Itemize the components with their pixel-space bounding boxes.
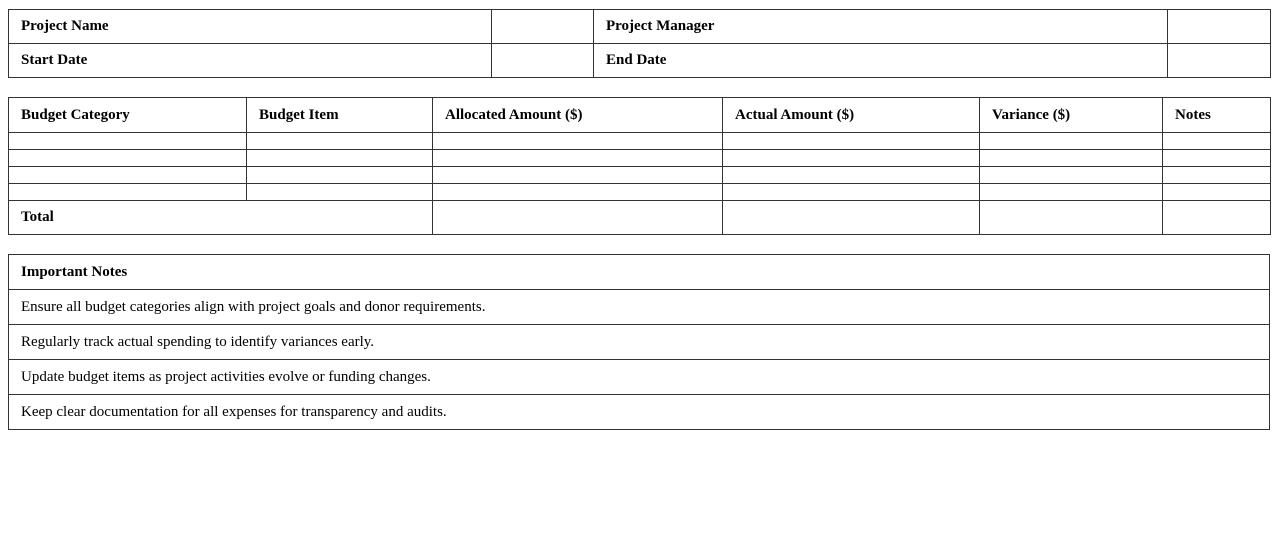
table-row: [9, 167, 1271, 184]
cell-notes[interactable]: [1163, 167, 1271, 184]
cell-actual-amount[interactable]: [723, 167, 980, 184]
note-row: [9, 290, 1270, 325]
cell-budget-item[interactable]: [247, 184, 433, 201]
cell-allocated-amount[interactable]: [433, 184, 723, 201]
cell-allocated-amount[interactable]: [433, 150, 723, 167]
cell-notes[interactable]: [1163, 133, 1271, 150]
cell-actual-amount[interactable]: [723, 184, 980, 201]
table-row: [9, 133, 1271, 150]
important-notes-table: [8, 254, 1270, 430]
project-info-table: [8, 9, 1271, 78]
note-row: [9, 395, 1270, 430]
header-variance: Variance ($): [980, 98, 1163, 133]
cell-budget-item[interactable]: [247, 150, 433, 167]
end-date-label: End Date: [594, 44, 1168, 78]
budget-header-row: [9, 98, 1271, 133]
notes-header-row: [9, 255, 1270, 290]
project-info-row: [9, 44, 1271, 78]
cell-budget-category[interactable]: [9, 133, 247, 150]
cell-budget-category[interactable]: [9, 150, 247, 167]
total-label: Total: [9, 201, 433, 235]
total-actual[interactable]: [723, 201, 980, 235]
project-manager-label: Project Manager: [594, 10, 1168, 44]
cell-budget-category[interactable]: [9, 184, 247, 201]
budget-table: [8, 97, 1271, 235]
cell-actual-amount[interactable]: [723, 133, 980, 150]
total-variance[interactable]: [980, 201, 1163, 235]
total-notes[interactable]: [1163, 201, 1271, 235]
note-row: [9, 325, 1270, 360]
cell-actual-amount[interactable]: [723, 150, 980, 167]
cell-variance[interactable]: [980, 167, 1163, 184]
project-name-field[interactable]: [492, 10, 594, 44]
header-notes: Notes: [1163, 98, 1271, 133]
end-date-field[interactable]: [1168, 44, 1271, 78]
cell-allocated-amount[interactable]: [433, 133, 723, 150]
important-notes-title: Important Notes: [9, 255, 1270, 290]
header-actual-amount: Actual Amount ($): [723, 98, 980, 133]
note-row: [9, 360, 1270, 395]
cell-variance[interactable]: [980, 133, 1163, 150]
start-date-label: Start Date: [9, 44, 492, 78]
cell-budget-item[interactable]: [247, 167, 433, 184]
cell-allocated-amount[interactable]: [433, 167, 723, 184]
cell-notes[interactable]: [1163, 150, 1271, 167]
total-allocated[interactable]: [433, 201, 723, 235]
header-budget-category: Budget Category: [9, 98, 247, 133]
cell-variance[interactable]: [980, 150, 1163, 167]
project-manager-field[interactable]: [1168, 10, 1271, 44]
note-item: Regularly track actual spending to identify variances early.: [9, 325, 1270, 360]
start-date-field[interactable]: [492, 44, 594, 78]
note-item: Update budget items as project activities evolve or funding changes.: [9, 360, 1270, 395]
project-info-row: [9, 10, 1271, 44]
total-row: [9, 201, 1271, 235]
note-item: Ensure all budget categories align with project goals and donor requirements.: [9, 290, 1270, 325]
cell-budget-item[interactable]: [247, 133, 433, 150]
table-row: [9, 150, 1271, 167]
header-allocated-amount: Allocated Amount ($): [433, 98, 723, 133]
table-row: [9, 184, 1271, 201]
note-item: Keep clear documentation for all expenses for transparency and audits.: [9, 395, 1270, 430]
cell-budget-category[interactable]: [9, 167, 247, 184]
cell-notes[interactable]: [1163, 184, 1271, 201]
header-budget-item: Budget Item: [247, 98, 433, 133]
project-name-label: Project Name: [9, 10, 492, 44]
cell-variance[interactable]: [980, 184, 1163, 201]
